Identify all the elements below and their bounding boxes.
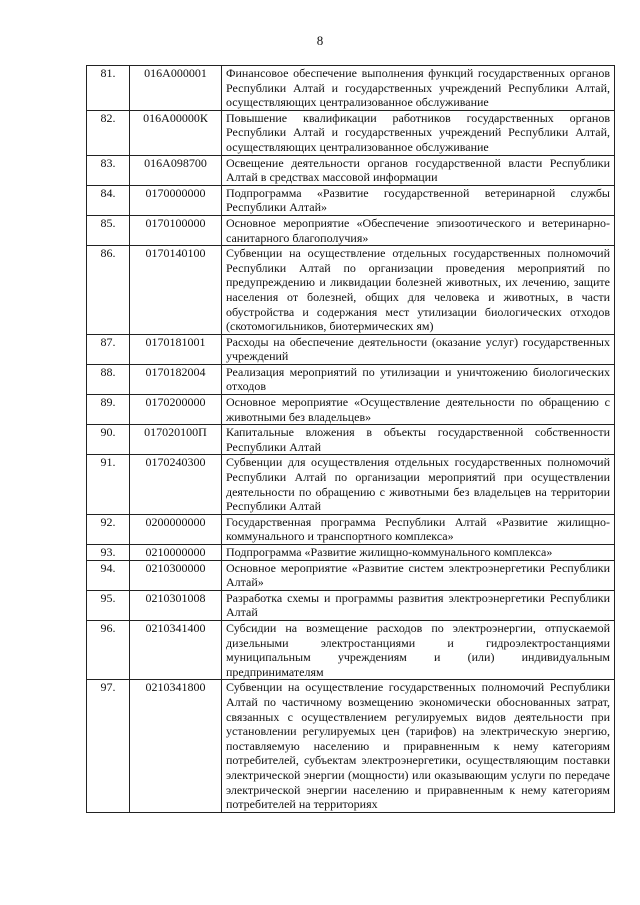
row-number: 95. bbox=[87, 590, 130, 620]
row-number: 92. bbox=[87, 514, 130, 544]
table-row bbox=[87, 155, 615, 185]
row-number: 90. bbox=[87, 425, 130, 455]
table-row bbox=[87, 620, 615, 679]
table-row bbox=[87, 545, 615, 561]
table-row bbox=[87, 364, 615, 394]
row-number: 86. bbox=[87, 246, 130, 335]
expense-name: Подпрограмма «Развитие жилищно-коммунального комплекса» bbox=[222, 545, 615, 561]
row-number: 89. bbox=[87, 395, 130, 425]
row-number: 97. bbox=[87, 680, 130, 812]
expense-name: Освещение деятельности органов государственной власти Республики Алтай в средствах массовой информации bbox=[222, 155, 615, 185]
expense-name: Основное мероприятие «Осуществление деятельности по обращению с животными без владельцев» bbox=[222, 395, 615, 425]
table-row bbox=[87, 590, 615, 620]
table-row bbox=[87, 560, 615, 590]
expense-name: Повышение квалификации работников государственных органов Республики Алтай и государственных учреждений Республики Алтай, осуществляющих централизованное обслуживание bbox=[222, 110, 615, 155]
classification-code: 0170182004 bbox=[130, 364, 222, 394]
table-row bbox=[87, 514, 615, 544]
row-number: 96. bbox=[87, 620, 130, 679]
table-body bbox=[87, 66, 615, 813]
classification-code: 016А000001 bbox=[130, 66, 222, 111]
row-number: 91. bbox=[87, 455, 130, 514]
classification-code: 0170240300 bbox=[130, 455, 222, 514]
expense-name: Расходы на обеспечение деятельности (оказание услуг) государственных учреждений bbox=[222, 334, 615, 364]
classification-code: 0210300000 bbox=[130, 560, 222, 590]
classification-code: 017020100П bbox=[130, 425, 222, 455]
expense-name: Реализация мероприятий по утилизации и уничтожению биологических отходов bbox=[222, 364, 615, 394]
expense-name: Финансовое обеспечение выполнения функций государственных органов Республики Алтай и государственных учреждений Республики Алтай, осуществляющих централизованное обслуживание bbox=[222, 66, 615, 111]
classification-code: 0210301008 bbox=[130, 590, 222, 620]
table-row bbox=[87, 215, 615, 245]
classification-code: 0170140100 bbox=[130, 246, 222, 335]
expense-name: Субвенции на осуществление отдельных государственных полномочий Республики Алтай по организации проведения мероприятий по предупреждению и ликвидации болезней животных, их лечению, защите населения от болезней, общих для человека и животных, в части обустройства и содержания мест утилизации биологических отходов (скотомогильников, биотермических ям) bbox=[222, 246, 615, 335]
row-number: 85. bbox=[87, 215, 130, 245]
table-row bbox=[87, 66, 615, 111]
row-number: 87. bbox=[87, 334, 130, 364]
classification-code: 016А098700 bbox=[130, 155, 222, 185]
classification-code: 0210341800 bbox=[130, 680, 222, 812]
classification-code: 0210000000 bbox=[130, 545, 222, 561]
expense-name: Субсидии на возмещение расходов по электроэнергии, отпускаемой дизельными электростанциями и гидроэлектростанциями муниципальным учреждениям и (или) индивидуальным предпринимателям bbox=[222, 620, 615, 679]
table-row bbox=[87, 455, 615, 514]
row-number: 82. bbox=[87, 110, 130, 155]
expense-name: Субвенции для осуществления отдельных государственных полномочий Республики Алтай по организации мероприятий при осуществлении деятельности по обращению с животными без владельцев на территории Республики Алтай bbox=[222, 455, 615, 514]
classification-code: 0210341400 bbox=[130, 620, 222, 679]
table-row bbox=[87, 334, 615, 364]
table-row bbox=[87, 395, 615, 425]
table-row bbox=[87, 110, 615, 155]
table-row bbox=[87, 246, 615, 335]
table-row bbox=[87, 185, 615, 215]
classification-code: 0170100000 bbox=[130, 215, 222, 245]
classification-table bbox=[86, 65, 615, 813]
row-number: 94. bbox=[87, 560, 130, 590]
classification-code: 0200000000 bbox=[130, 514, 222, 544]
expense-name: Основное мероприятие «Обеспечение эпизоотического и ветеринарно-санитарного благополучия» bbox=[222, 215, 615, 245]
classification-code: 0170200000 bbox=[130, 395, 222, 425]
row-number: 83. bbox=[87, 155, 130, 185]
expense-name: Государственная программа Республики Алтай «Развитие жилищно-коммунального и транспортного комплекса» bbox=[222, 514, 615, 544]
expense-name: Разработка схемы и программы развития электроэнергетики Республики Алтай bbox=[222, 590, 615, 620]
expense-name: Основное мероприятие «Развитие систем электроэнергетики Республики Алтай» bbox=[222, 560, 615, 590]
expense-name: Капитальные вложения в объекты государственной собственности Республики Алтай bbox=[222, 425, 615, 455]
table-row bbox=[87, 425, 615, 455]
page-number: 8 bbox=[316, 33, 324, 48]
expense-name: Подпрограмма «Развитие государственной ветеринарной службы Республики Алтай» bbox=[222, 185, 615, 215]
classification-code: 0170181001 bbox=[130, 334, 222, 364]
table-row bbox=[87, 680, 615, 812]
classification-code: 0170000000 bbox=[130, 185, 222, 215]
row-number: 93. bbox=[87, 545, 130, 561]
expense-name: Субвенции на осуществление государственных полномочий Республики Алтай по частичному возмещению экономически обоснованных затрат, связанных с осуществлением регулируемых видов деятельности при установлении регулируемых цен (тарифов) на электрическую энергию, поставляемую населению и приравненным к нему категориям потребителей, субъектам электроэнергетики, осуществляющим поставки электрической энергии (мощности) или оказывающим услуги по передаче электрической энергии населению и приравненным к нему категориям потребителей на территориях bbox=[222, 680, 615, 812]
classification-code: 016А00000К bbox=[130, 110, 222, 155]
row-number: 88. bbox=[87, 364, 130, 394]
row-number: 84. bbox=[87, 185, 130, 215]
row-number: 81. bbox=[87, 66, 130, 111]
